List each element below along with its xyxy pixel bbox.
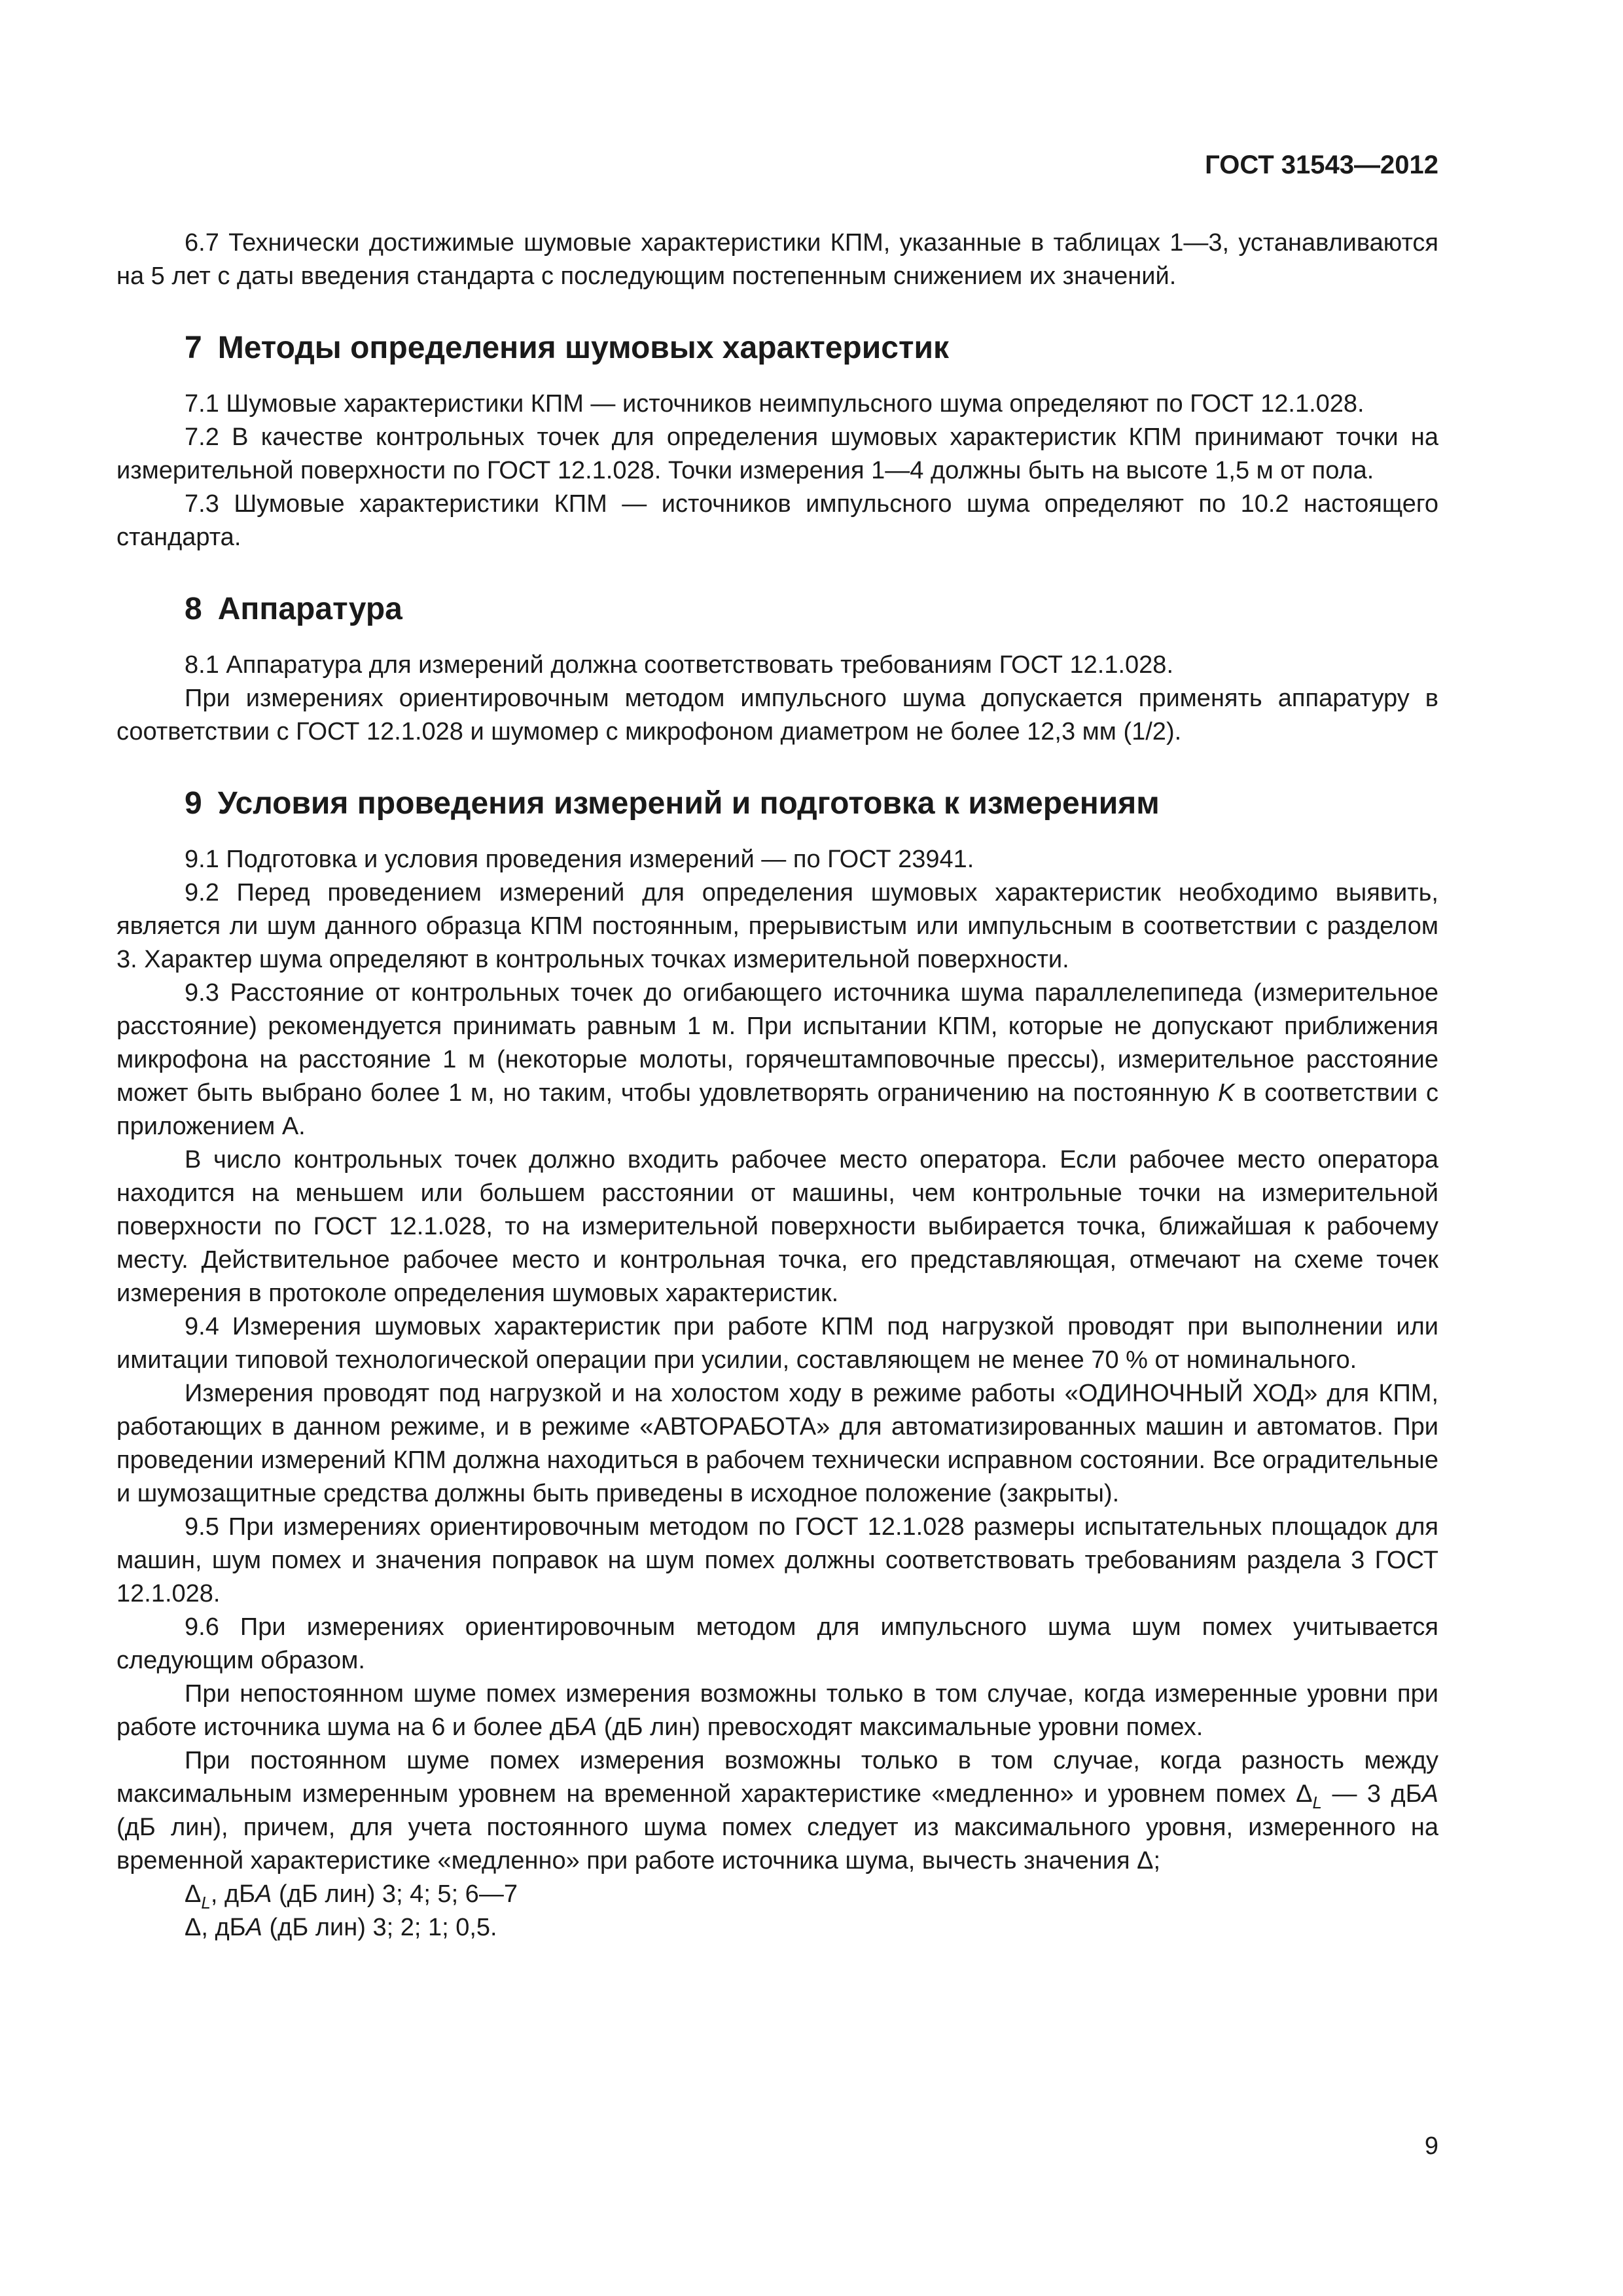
page-number: 9 [1424,2132,1438,2160]
paragraph-7-3: 7.3 Шумовые характеристики КПМ — источников импульсного шума определяют по 10.2 настоящего стандарта. [116,490,1438,551]
paragraph-9-4-cont: Измерения проводят под нагрузкой и на холостом ходу в режиме работы «ОДИНОЧНЫЙ ХОД» для КПМ, работающих в данном режиме, и в режиме «АВТОРАБОТА» для автоматизированных машин и автоматов. При проведении измерений КПМ должна находиться в рабочем технически исправном состоянии. Все оградительные и шумозащитные средства должны быть приведены в исходное положение (закрыты). [116,1380,1438,1507]
page-content [116,226,1438,1945]
paragraph-9-2: 9.2 Перед проведением измерений для определения шумовых характеристик необходимо выявить, является ли шум данного образца КПМ постоянным, прерывистым или импульсным в соответствии с разделом 3. Характер шума определяют в контрольных точках измерительной поверхности. [116,879,1438,973]
section-number: 7 [185,331,202,365]
paragraph-9-6-nonconstant: При непостоянном шуме помех измерения возможны только в том случае, когда измеренные уровни при работе источника шума на 6 и более дБА (дБ лин) превосходят максимальные уровни помех. [116,1680,1438,1741]
delta-l-values: $\Delta_L$, дБА (дБ лин) 3; 4; 5; 6—7 [185,1880,518,1912]
paragraph-8-1-cont: При измерениях ориентировочным методом импульсного шума допускается применять аппаратуру в соответствии с ГОСТ 12.1.028 и шумомер с микрофоном диаметром не более 12,3 мм (1/2). [116,685,1438,745]
paragraph-6-7: 6.7 Технически достижимые шумовые характеристики КПМ, указанные в таблицах 1—3, устанавливаются на 5 лет с даты введения стандарта с последующим постепенным снижением их значений. [116,229,1438,290]
section-title: Аппаратура [217,592,402,626]
paragraph-8-1: 8.1 Аппаратура для измерений должна соответствовать требованиям ГОСТ 12.1.028. [185,651,1174,679]
paragraph-9-1: 9.1 Подготовка и условия проведения измерений — по ГОСТ 23941. [185,846,974,873]
paragraph-9-3: 9.3 Расстояние от контрольных точек до огибающего источника шума параллелепипеда (измерительное расстояние) рекомендуется принимать равным 1 м. При испытании КПМ, которые не допускают приближения микрофона на расстояние 1 м (некоторые молоты, горячештамповочные прессы), измерительное расстояние может быть выбрано более 1 м, но таким, чтобы удовлетворять ограничению на постоянную K в соответствии с приложением А. [116,979,1438,1140]
paragraph-9-3-cont: В число контрольных точек должно входить рабочее место оператора. Если рабочее место оператора находится на меньшем или большем расстоянии от машины, чем контрольные точки на измерительной поверхности по ГОСТ 12.1.028, то на измерительной поверхности выбирается точка, ближайшая к рабочему месту. Действительное рабочее место и контрольная точка, его представляющая, отмечают на схеме точек измерения в протоколе определения шумовых характеристик. [116,1146,1438,1307]
section-8-heading [116,590,1438,629]
paragraph-7-2: 7.2 В качестве контрольных точек для определения шумовых характеристик КПМ принимают точки на измерительной поверхности по ГОСТ 12.1.028. Точки измерения 1—4 должны быть на высоте 1,5 м от пола. [116,423,1438,484]
section-7-heading [116,329,1438,368]
paragraph-9-6-constant: При постоянном шуме помех измерения возможны только в том случае, когда разность между максимальным измеренным уровнем на временной характеристике «медленно» и уровнем помех $\Delta_L$ — 3 дБА (дБ лин), причем, для учета постоянного шума помех следует из максимального уровня, измеренного на временной характеристике «медленно» при работе источника шума, вычесть значения Δ; [116,1747,1438,1874]
paragraph-9-6: 9.6 При измерениях ориентировочным методом для импульсного шума шум помех учитывается следующим образом. [116,1613,1438,1674]
delta-values: Δ, дБА (дБ лин) 3; 2; 1; 0,5. [185,1914,497,1941]
section-number: 9 [185,786,202,821]
section-title: Методы определения шумовых характеристик [217,331,949,365]
paragraph-7-1: 7.1 Шумовые характеристики КПМ — источников неимпульсного шума определяют по ГОСТ 12.1.028. [185,390,1364,418]
section-title: Условия проведения измерений и подготовка к измерениям [217,786,1160,821]
paragraph-9-4: 9.4 Измерения шумовых характеристик при работе КПМ под нагрузкой проводят при выполнении или имитации типовой технологической операции при усилии, составляющем не менее 70 % от номинального. [116,1313,1438,1374]
running-header: ГОСТ 31543—2012 [1205,151,1438,179]
section-9-heading [116,784,1438,823]
section-number: 8 [185,592,202,626]
paragraph-9-5: 9.5 При измерениях ориентировочным методом по ГОСТ 12.1.028 размеры испытательных площадок для машин, шум помех и значения поправок на шум помех должны соответствовать требованиям раздела 3 ГОСТ 12.1.028. [116,1513,1438,1607]
